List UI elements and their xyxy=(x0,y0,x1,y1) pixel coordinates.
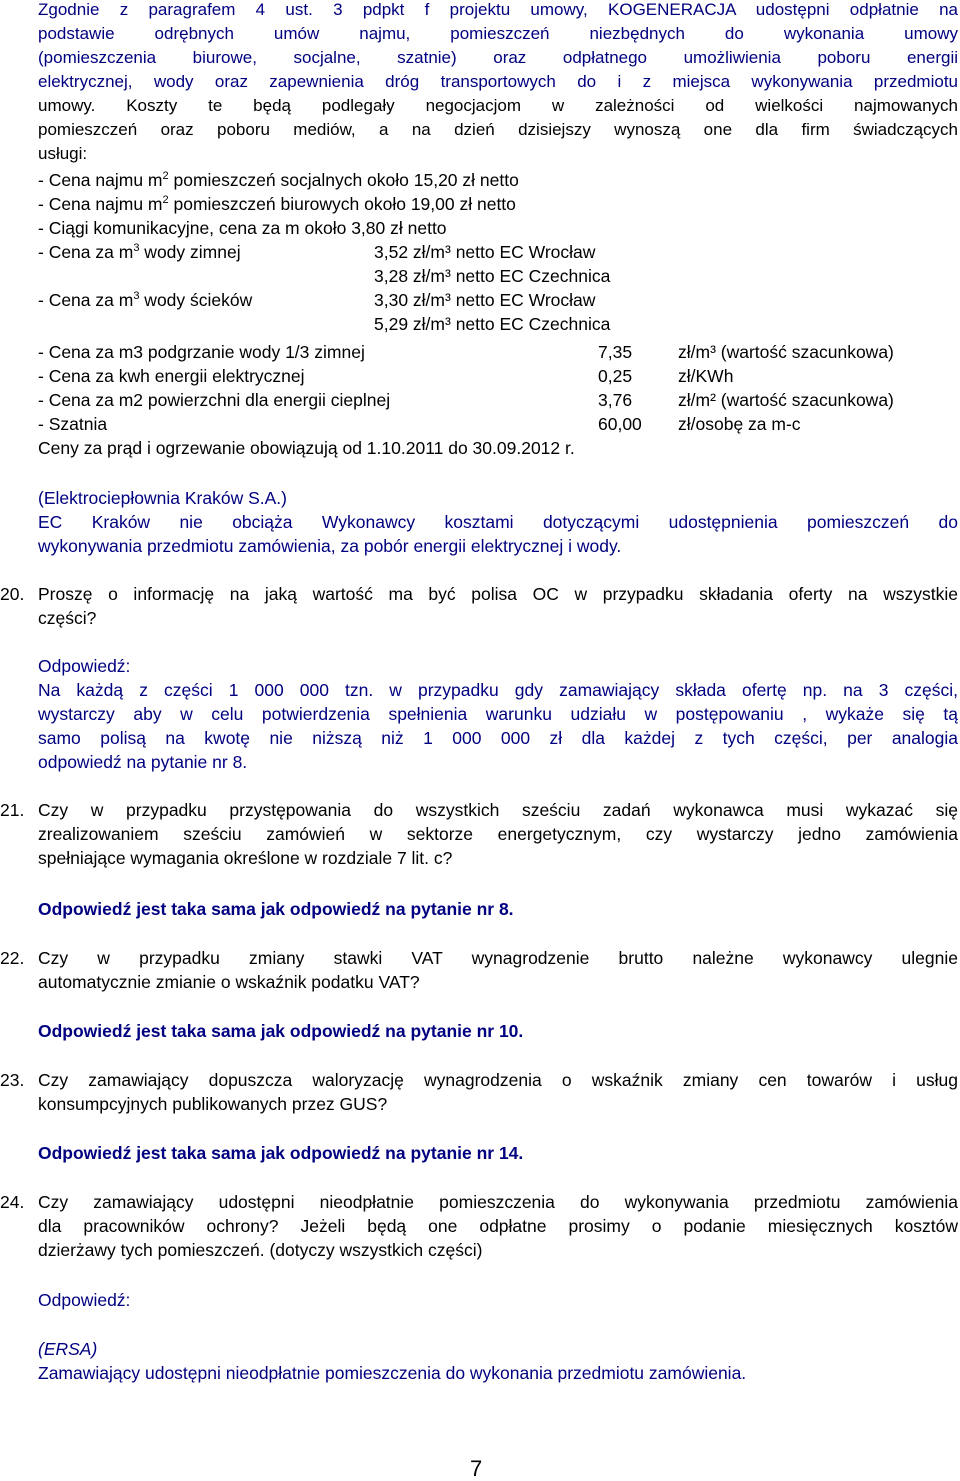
table-value-1: 7,35 xyxy=(598,342,633,362)
intro-line-4: elektrycznej, wody oraz zapewnienia dróg transportowych do i z miejsca wykonywania przedmiotu xyxy=(38,72,958,91)
table-label-2: - Cena za kwh energii elektrycznej xyxy=(38,366,305,386)
q22-answer: Odpowiedź jest taka sama jak odpowiedź na pytanie nr 10. xyxy=(38,1021,524,1041)
q20-answer-3: samo polisą na kwotę nie niższą niż 1 000 000 zł dla każdej z tych części, per analogia xyxy=(38,728,958,748)
q23-line-1: Czy zamawiający dopuszcza waloryzację wynagrodzenia o wskaźnik zmiany cen towarów i usług xyxy=(38,1070,958,1090)
price-scieki-label: - Cena za $m^3$ wody ścieków xyxy=(38,290,253,310)
krakow-line-2: wykonywania przedmiotu zamówienia, za pobór energii elektrycznej i wody. xyxy=(38,536,622,556)
intro-line-7: usługi: xyxy=(38,144,88,163)
table-label-4: - Szatnia xyxy=(38,414,108,434)
q23-line-2: konsumpcyjnych publikowanych przez GUS? xyxy=(38,1094,388,1114)
q23-answer: Odpowiedź jest taka sama jak odpowiedź na pytanie nr 14. xyxy=(38,1143,524,1163)
q24-number: 24. xyxy=(0,1192,25,1212)
q20-line-1: Proszę o informację na jaką wartość ma być polisa OC w przypadku składania oferty na wszystkie xyxy=(38,584,958,604)
q22-line-2: automatycznie zmianie o wskaźnik podatku VAT? xyxy=(38,972,420,992)
q22-number: 22. xyxy=(0,948,25,968)
q20-line-2: części? xyxy=(38,608,97,628)
q24-ersa-text: Zamawiający udostępni nieodpłatnie pomieszczenia do wykonania przedmiotu zamówienia. xyxy=(38,1363,747,1383)
q21-line-2: zrealizowaniem sześciu zamówień w sektorze energetycznym, czy wystarczy jedno zamówienia xyxy=(38,824,958,844)
table-unit-4: zł/osobę za m-c xyxy=(678,414,801,434)
q24-line-3: dzierżawy tych pomieszczeń. (dotyczy wszystkich części) xyxy=(38,1240,483,1260)
table-value-3: 3,76 xyxy=(598,390,633,410)
price-socjal: - Cena najmu $m^2$ pomieszczeń socjalnych około 15,20 zł netto xyxy=(38,170,519,190)
q20-answer-label: Odpowiedź: xyxy=(38,656,131,676)
page-number: 7 xyxy=(470,1456,483,1481)
intro-line-2: podstawie odrębnych umów najmu, pomieszczeń niezbędnych do wykonania umowy xyxy=(38,24,958,43)
price-woda-label: - Cena za $m^3$ wody zimnej xyxy=(38,242,241,262)
table-unit-2: zł/KWh xyxy=(678,366,734,386)
intro-line-5: umowy. Koszty te będą podlegały negocjacjom w zależności od wielkości najmowanych xyxy=(38,96,958,115)
q21-answer: Odpowiedź jest taka sama jak odpowiedź na pytanie nr 8. xyxy=(38,899,514,919)
table-label-3: - Cena za m2 powierzchni dla energii cieplnej xyxy=(38,390,391,410)
q24-answer-label: Odpowiedź: xyxy=(38,1290,131,1310)
price-scieki-value-2: 5,29 zł/m³ netto EC Czechnica xyxy=(374,314,611,334)
q20-answer-1: Na każdą z części 1 000 000 tzn. w przypadku gdy zamawiający składa ofertę np. na 3 części, xyxy=(38,680,958,700)
q24-line-2: dla pracowników ochrony? Jeżeli będą one odpłatne prosimy o podanie miesięcznych kosztów xyxy=(38,1216,958,1236)
table-label-1: - Cena za m3 podgrzanie wody 1/3 zimnej xyxy=(38,342,365,362)
q23-number: 23. xyxy=(0,1070,25,1090)
table-value-4: 60,00 xyxy=(598,414,642,434)
q22-line-1: Czy w przypadku zmiany stawki VAT wynagrodzenie brutto należne wykonawcy ulegnie xyxy=(38,948,958,968)
intro-line-3: (pomieszczenia biurowe, socjalne, szatnie) oraz odpłatnego umożliwienia poboru energii xyxy=(38,48,958,67)
table-unit-3: zł/m² (wartość szacunkowa) xyxy=(678,390,894,410)
q20-answer-2: wystarczy aby w celu potwierdzenia spełnienia warunku udziału w postępowaniu , wykaże się tą xyxy=(38,704,958,724)
q24-line-1: Czy zamawiający udostępni nieodpłatnie pomieszczenia do wykonywania przedmiotu zamówienia xyxy=(38,1192,958,1212)
q24-ersa: (ERSA) xyxy=(38,1339,98,1359)
price-ciagi: - Ciągi komunikacyjne, cena za m około 3,80 zł netto xyxy=(38,218,447,238)
price-woda-value-1: 3,52 zł/m³ netto EC Wrocław xyxy=(374,242,596,262)
q21-line-1: Czy w przypadku przystępowania do wszystkich sześciu zadań wykonawca musi wykazać się xyxy=(38,800,958,820)
q21-line-3: spełniające wymagania określone w rozdziale 7 lit. c? xyxy=(38,848,453,868)
price-biuro: - Cena najmu $m^2$ pomieszczeń biurowych około 19,00 zł netto xyxy=(38,194,516,214)
q20-number: 20. xyxy=(0,584,25,604)
krakow-heading: (Elektrociepłownia Kraków S.A.) xyxy=(38,488,287,508)
q21-number: 21. xyxy=(0,800,25,820)
krakow-line-1: EC Kraków nie obciąża Wykonawcy kosztami dotyczącymi udostępnienia pomieszczeń do xyxy=(38,512,958,532)
table-value-2: 0,25 xyxy=(598,366,633,386)
ceny-note: Ceny za prąd i ogrzewanie obowiązują od 1.10.2011 do 30.09.2012 r. xyxy=(38,438,575,458)
price-woda-value-2: 3,28 zł/m³ netto EC Czechnica xyxy=(374,266,611,286)
price-scieki-value-1: 3,30 zł/m³ netto EC Wrocław xyxy=(374,290,596,310)
intro-line-1: Zgodnie z paragrafem 4 ust. 3 pdpkt f projektu umowy, KOGENERACJA udostępni odpłatnie na xyxy=(38,0,958,19)
table-unit-1: zł/m³ (wartość szacunkowa) xyxy=(678,342,894,362)
q20-answer-4: odpowiedź na pytanie nr 8. xyxy=(38,752,248,772)
intro-line-6: pomieszczeń oraz poboru mediów, a na dzień dzisiejszy wynoszą one dla firm świadczących xyxy=(38,120,958,139)
